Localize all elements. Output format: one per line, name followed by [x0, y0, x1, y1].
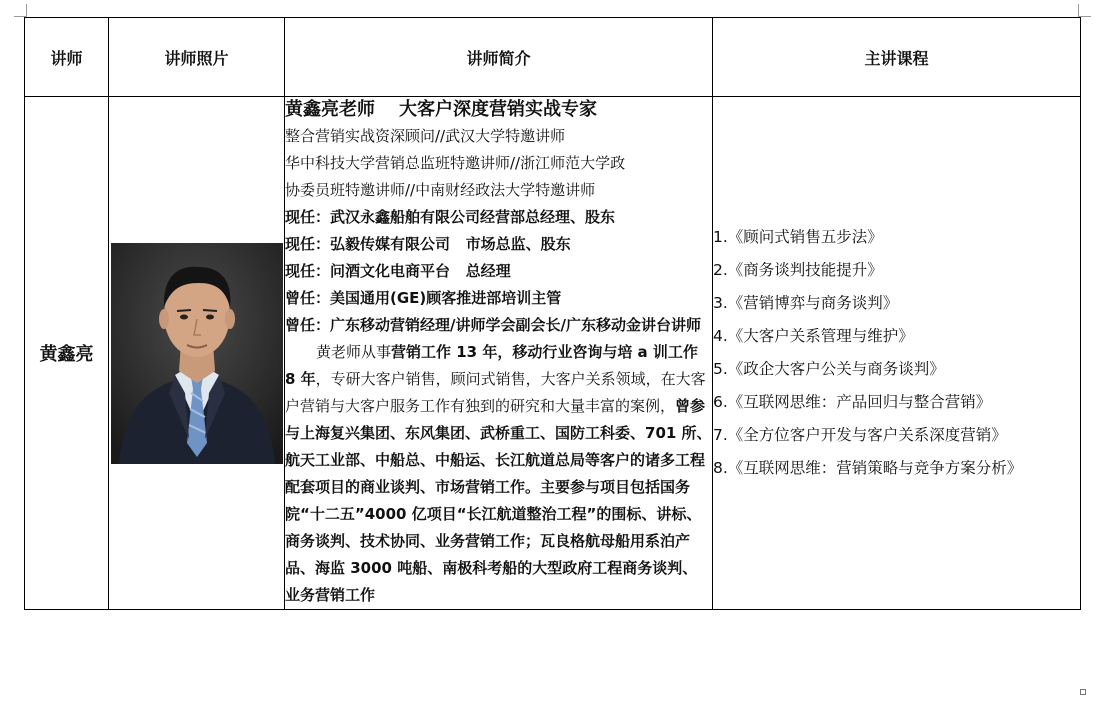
position-line: 现任：问酒文化电商平台 总经理 — [285, 262, 511, 280]
courses-cell — [713, 97, 1081, 610]
course-list — [713, 221, 1080, 485]
course-item: 2.《商务谈判技能提升》 — [713, 261, 883, 279]
course-item: 3.《营销博弈与商务谈判》 — [713, 294, 899, 312]
lecturer-table — [24, 17, 1081, 610]
header-lecturer: 讲师 — [25, 18, 109, 97]
header-row — [25, 18, 1081, 97]
course-item: 7.《全方位客户开发与客户关系深度营销》 — [713, 426, 1007, 444]
course-item: 5.《政企大客户公关与商务谈判》 — [713, 360, 945, 378]
course-item: 8.《互联网思维：营销策略与竞争方案分析》 — [713, 459, 1023, 477]
position-line: 现任：弘毅传媒有限公司 市场总监、股东 — [285, 235, 571, 253]
bio-part-bold: 曾参与上海复兴集团、东风集团、武桥重工、国防工科委、701 所、航天工业部、中船总、中船运、长江航道总局等客户的诸多工程配套项目的商业谈判、市场营销工作。主要参与项目包括国务院“十二五”4000 亿项目“长江航道整治工程”的围标、讲标、商务谈判、技术协同、业务营销工作；瓦良格航母船用系泊产品、海监 3000 吨船、南极科考船的大型政府工程商务谈判、业务营销工作 — [285, 397, 712, 604]
intro-title-name: 黄鑫亮老师 — [285, 99, 375, 120]
course-item: 1.《顾问式销售五步法》 — [713, 228, 883, 246]
photo-cell — [109, 97, 285, 610]
header-photo: 讲师照片 — [109, 18, 285, 97]
position-line: 现任：武汉永鑫船舶有限公司经营部总经理、股东 — [285, 208, 616, 226]
page-corner-mark-left — [14, 4, 27, 17]
intro-line: 整合营销实战资深顾问//武汉大学特邀讲师 — [285, 127, 566, 145]
bio-part-bold: 营销工作 13 年，移动行业咨询与培 a 训工作 8 年 — [285, 343, 698, 388]
intro-cell — [285, 97, 713, 610]
header-courses: 主讲课程 — [713, 18, 1081, 97]
lecturer-name: 黄鑫亮 — [25, 97, 109, 610]
course-item: 6.《互联网思维：产品回归与整合营销》 — [713, 393, 992, 411]
lecturer-row — [25, 97, 1081, 610]
intro-line: 协委员班特邀讲师//中南财经政法大学特邀讲师 — [285, 181, 596, 199]
table-resize-handle[interactable] — [1080, 689, 1086, 695]
bio-paragraph — [285, 339, 712, 609]
page-corner-mark-right — [1078, 4, 1091, 17]
position-line: 曾任：广东移动营销经理/讲师学会副会长/广东移动金讲台讲师 — [285, 316, 701, 334]
header-intro: 讲师简介 — [285, 18, 713, 97]
bio-part: 黄老师从事 — [316, 343, 392, 361]
intro-title — [285, 97, 712, 123]
bio-part: ，专研大客户销售，顾问式销售，大客户关系领域，在大客户营销与大客户服务工作有独到的研究和大量丰富的案例， — [285, 370, 706, 415]
course-item: 4.《大客户关系管理与维护》 — [713, 327, 914, 345]
intro-title-role: 大客户深度营销实战专家 — [399, 99, 597, 120]
position-line: 曾任：美国通用(GE)顾客推进部培训主管 — [285, 289, 562, 307]
lecturer-photo — [111, 243, 283, 464]
intro-line: 华中科技大学营销总监班特邀讲师//浙江师范大学政 — [285, 154, 626, 172]
